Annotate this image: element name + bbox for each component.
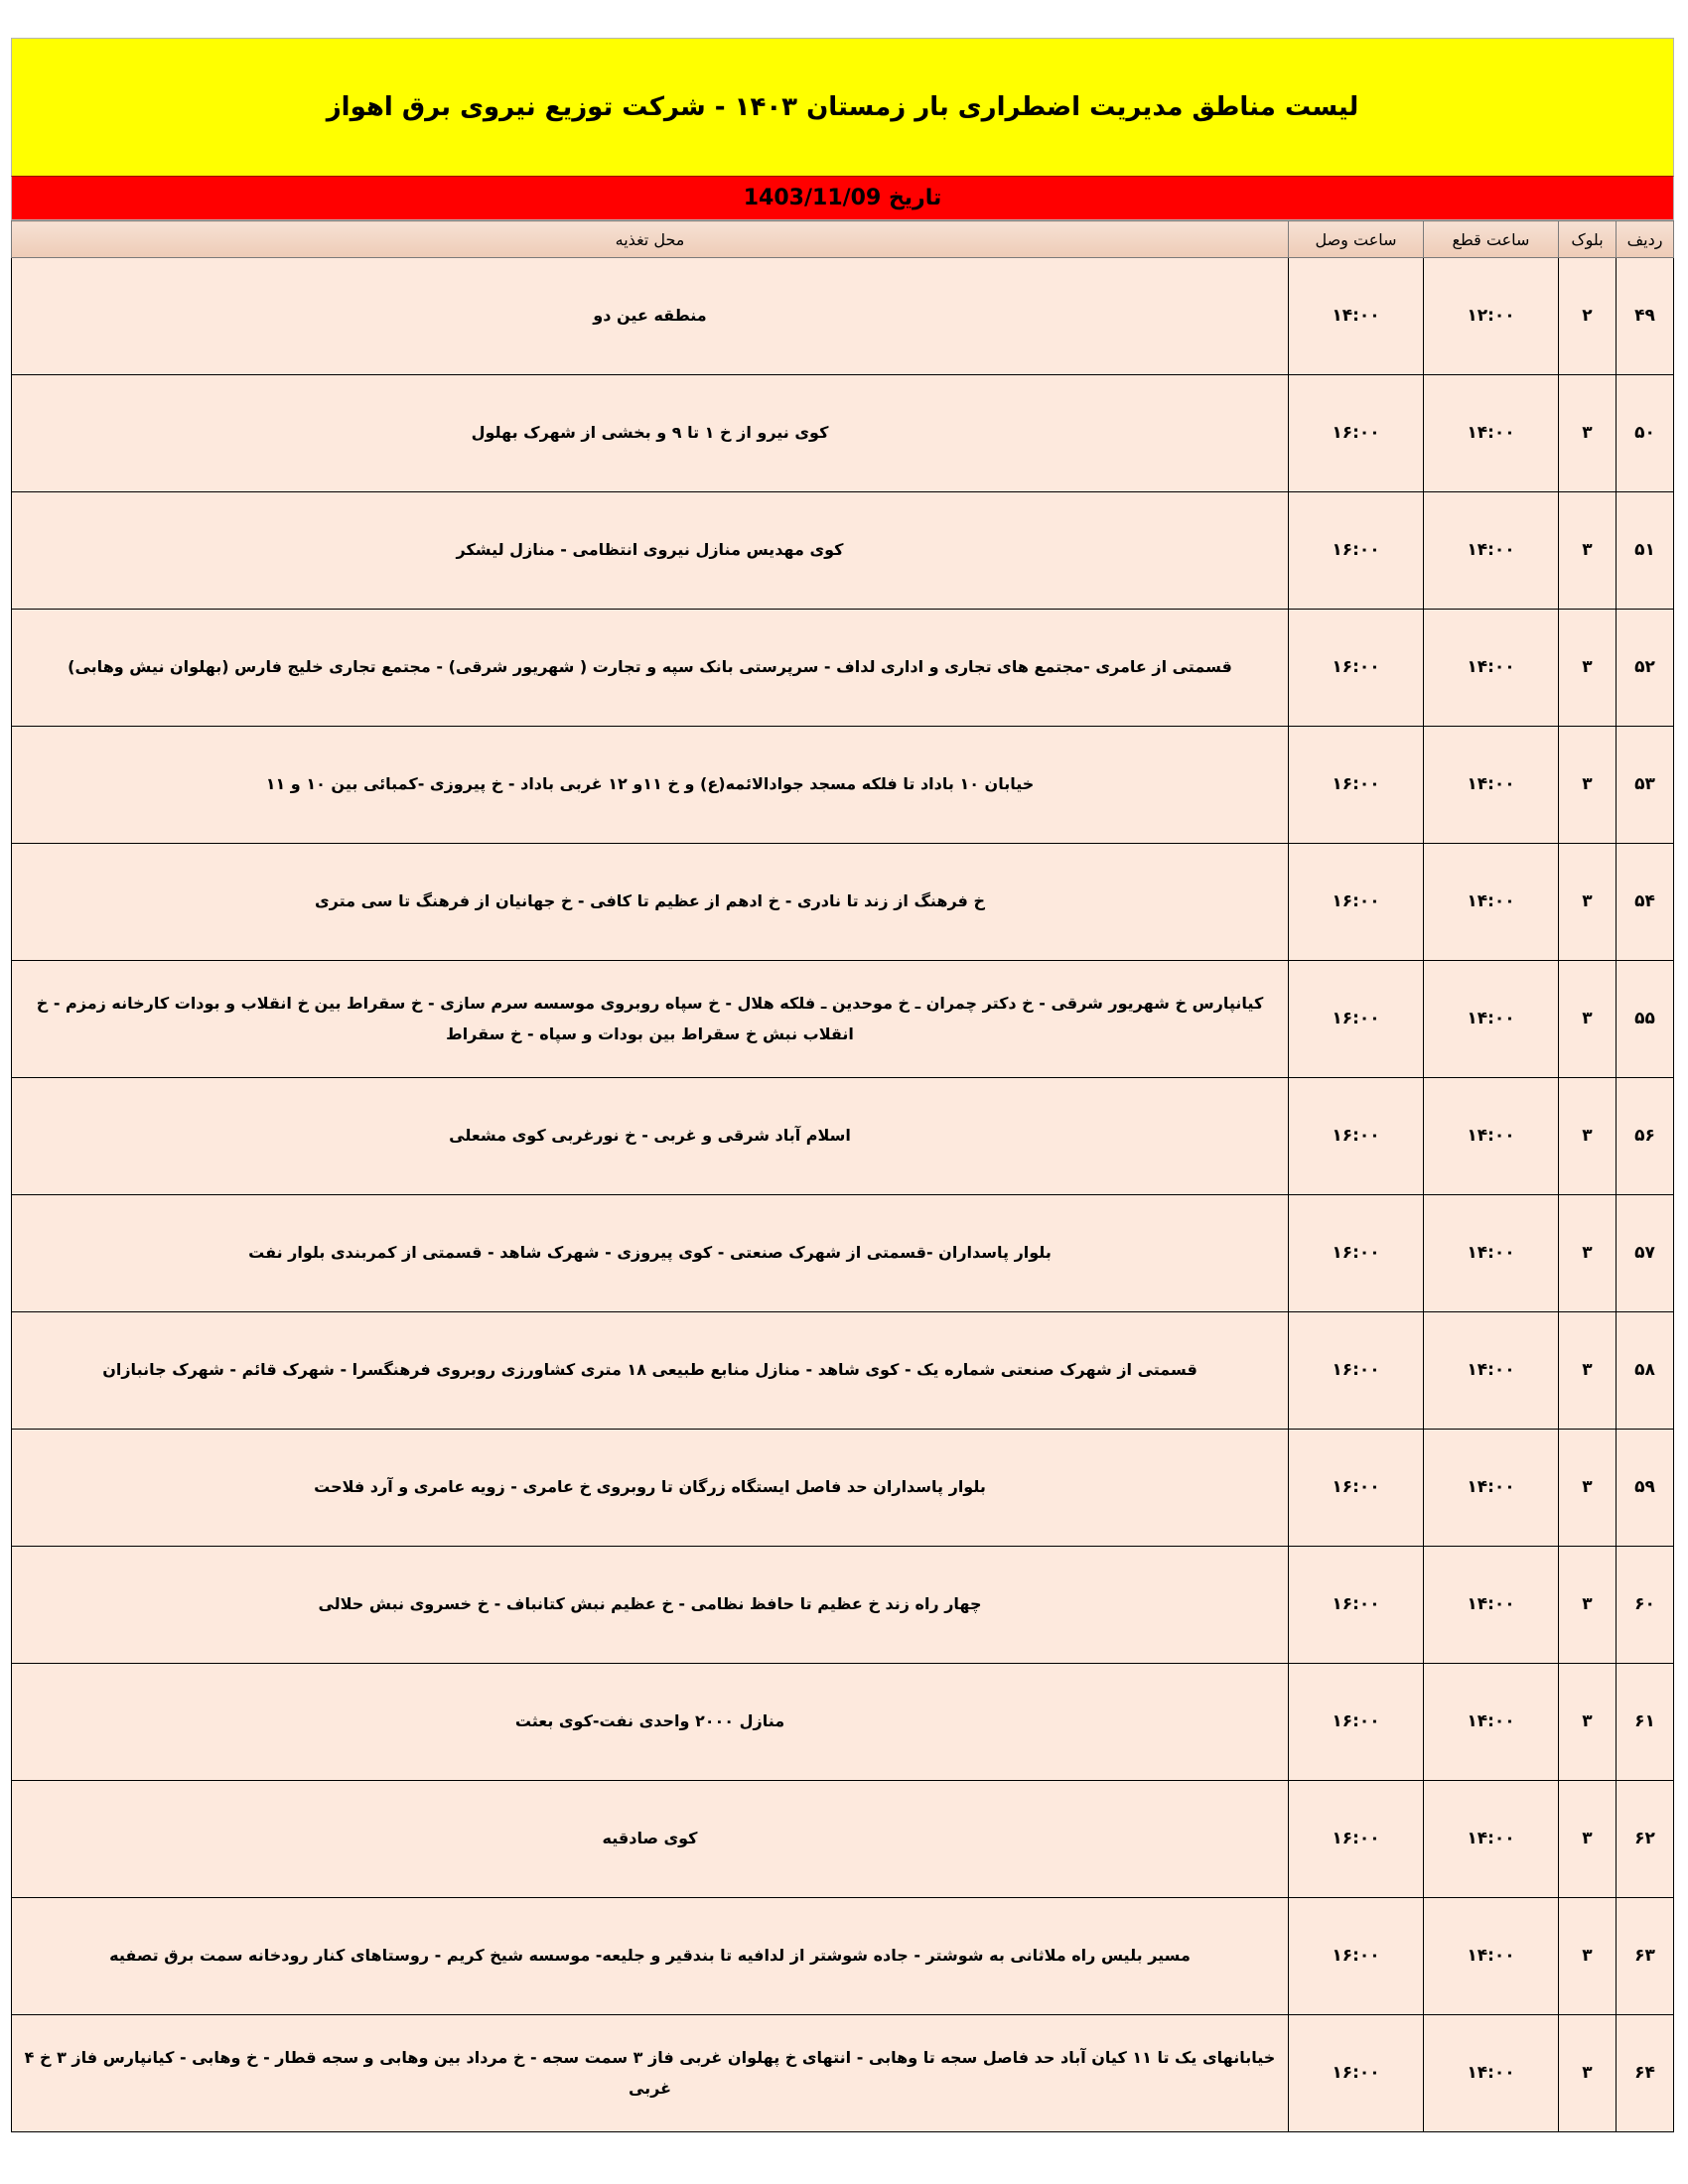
outage-table <box>11 220 1674 2132</box>
cell-block: ۳ <box>1559 1430 1617 1547</box>
table-row <box>12 1898 1674 2015</box>
header-location: محل تغذیه <box>12 221 1289 258</box>
cell-block: ۳ <box>1559 1898 1617 2015</box>
cell-cut-time: ۱۲:۰۰ <box>1424 258 1559 375</box>
table-row <box>12 610 1674 727</box>
table-row <box>12 1664 1674 1781</box>
cell-radif: ۴۹ <box>1617 258 1674 375</box>
cell-radif: ۵۹ <box>1617 1430 1674 1547</box>
cell-block: ۳ <box>1559 1781 1617 1898</box>
cell-location: خیابانهای یک تا ۱۱ کیان آباد حد فاصل سجه تا وهابی - انتهای خ پهلوان غربی فاز ۳ سمت سجه - خ مرداد بین وهابی و سجه قطار - خ وهابی - کیانپارس فاز ۳ خ ۴ غربی <box>12 2015 1289 2132</box>
cell-connect-time: ۱۶:۰۰ <box>1289 1898 1424 2015</box>
table-row <box>12 258 1674 375</box>
cell-block: ۳ <box>1559 727 1617 844</box>
cell-location: کیانپارس خ شهریور شرقی - خ دکتر چمران ـ خ موحدین ـ فلکه هلال - خ سپاه روبروی موسسه سرم سازی - خ سقراط بین خ انقلاب و بودات کارخانه زمزم - خ انقلاب نبش خ سقراط بین بودات و سپاه - خ سقراط <box>12 961 1289 1078</box>
title-banner <box>11 38 1674 176</box>
table-row <box>12 1547 1674 1664</box>
cell-radif: ۵۳ <box>1617 727 1674 844</box>
table-row <box>12 1312 1674 1430</box>
table-row <box>12 492 1674 610</box>
cell-cut-time: ۱۴:۰۰ <box>1424 610 1559 727</box>
cell-cut-time: ۱۴:۰۰ <box>1424 727 1559 844</box>
table-row <box>12 1078 1674 1195</box>
cell-block: ۳ <box>1559 375 1617 492</box>
cell-cut-time: ۱۴:۰۰ <box>1424 492 1559 610</box>
cell-block: ۲ <box>1559 258 1617 375</box>
cell-radif: ۵۷ <box>1617 1195 1674 1312</box>
cell-cut-time: ۱۴:۰۰ <box>1424 961 1559 1078</box>
header-block: بلوک <box>1559 221 1617 258</box>
cell-connect-time: ۱۶:۰۰ <box>1289 1195 1424 1312</box>
cell-radif: ۶۰ <box>1617 1547 1674 1664</box>
cell-location: خ فرهنگ از زند تا نادری - خ ادهم از عظیم تا کافی - خ جهانیان از فرهنگ تا سی متری <box>12 844 1289 961</box>
cell-connect-time: ۱۶:۰۰ <box>1289 492 1424 610</box>
cell-connect-time: ۱۶:۰۰ <box>1289 1664 1424 1781</box>
table-row <box>12 961 1674 1078</box>
cell-radif: ۶۱ <box>1617 1664 1674 1781</box>
cell-radif: ۵۱ <box>1617 492 1674 610</box>
cell-location: خیابان ۱۰ باداد تا فلکه مسجد جوادالائمه(ع) و خ ۱۱و ۱۲ غربی باداد - خ پیروزی -کمبائی بین ۱۰ و ۱۱ <box>12 727 1289 844</box>
cell-connect-time: ۱۶:۰۰ <box>1289 610 1424 727</box>
cell-block: ۳ <box>1559 610 1617 727</box>
cell-location: چهار راه زند خ عظیم تا حافظ نظامی - خ عظیم نبش کتانباف - خ خسروی نبش حلالی <box>12 1547 1289 1664</box>
table-body <box>12 258 1674 2132</box>
table-header-row <box>12 221 1674 258</box>
header-radif: ردیف <box>1617 221 1674 258</box>
cell-connect-time: ۱۶:۰۰ <box>1289 1781 1424 1898</box>
cell-block: ۳ <box>1559 1547 1617 1664</box>
cell-connect-time: ۱۶:۰۰ <box>1289 375 1424 492</box>
cell-radif: ۵۲ <box>1617 610 1674 727</box>
cell-location: بلوار پاسداران -قسمتی از شهرک صنعتی - کوی پیروزی - شهرک شاهد - قسمتی از کمربندی بلوار نفت <box>12 1195 1289 1312</box>
cell-location: بلوار پاسداران حد فاصل ایستگاه زرگان تا روبروی خ عامری - زویه عامری و آرد فلاحت <box>12 1430 1289 1547</box>
cell-radif: ۵۵ <box>1617 961 1674 1078</box>
page-title: لیست مناطق مدیریت اضطراری بار زمستان ۱۴۰۳ - شرکت توزیع نیروی برق اهواز <box>326 92 1359 122</box>
cell-cut-time: ۱۴:۰۰ <box>1424 1781 1559 1898</box>
cell-block: ۳ <box>1559 1312 1617 1430</box>
cell-radif: ۶۲ <box>1617 1781 1674 1898</box>
cell-location: اسلام آباد شرقی و غربی - خ نورغربی کوی مشعلی <box>12 1078 1289 1195</box>
date-label: تاریخ 1403/11/09 <box>743 186 942 210</box>
cell-cut-time: ۱۴:۰۰ <box>1424 1898 1559 2015</box>
schedule-sheet <box>11 38 1674 2132</box>
cell-connect-time: ۱۶:۰۰ <box>1289 2015 1424 2132</box>
header-cut-time: ساعت قطع <box>1424 221 1559 258</box>
table-row <box>12 844 1674 961</box>
cell-location: قسمتی از عامری -مجتمع های تجاری و اداری لداف - سرپرستی بانک سپه و تجارت ( شهریور شرقی) - مجتمع تجاری خلیج فارس (بهلوان نیش وهابی) <box>12 610 1289 727</box>
cell-radif: ۵۶ <box>1617 1078 1674 1195</box>
table-row <box>12 1430 1674 1547</box>
table-row <box>12 1781 1674 1898</box>
table-row <box>12 1195 1674 1312</box>
cell-location: منازل ۲۰۰۰ واحدی نفت-کوی بعثت <box>12 1664 1289 1781</box>
cell-location: منطقه عین دو <box>12 258 1289 375</box>
cell-radif: ۵۰ <box>1617 375 1674 492</box>
cell-block: ۳ <box>1559 492 1617 610</box>
cell-block: ۳ <box>1559 844 1617 961</box>
cell-location: مسیر بلیس راه ملاثانی به شوشتر - جاده شوشتر از لدافیه تا بندقیر و جلیعه- موسسه شیخ کریم - روستاهای کنار رودخانه سمت برق تصفیه <box>12 1898 1289 2015</box>
cell-location: قسمتی از شهرک صنعتی شماره یک - کوی شاهد - منازل منابع طبیعی ۱۸ متری کشاورزی روبروی فرهنگسرا - شهرک قائم - شهرک جانبازان <box>12 1312 1289 1430</box>
cell-cut-time: ۱۴:۰۰ <box>1424 375 1559 492</box>
cell-connect-time: ۱۶:۰۰ <box>1289 727 1424 844</box>
cell-location: کوی مهدیس منازل نیروی انتظامی - منازل لیشکر <box>12 492 1289 610</box>
cell-block: ۳ <box>1559 1195 1617 1312</box>
cell-cut-time: ۱۴:۰۰ <box>1424 844 1559 961</box>
cell-connect-time: ۱۶:۰۰ <box>1289 1078 1424 1195</box>
cell-location: کوی نیرو از خ ۱ تا ۹ و بخشی از شهرک بهلول <box>12 375 1289 492</box>
cell-connect-time: ۱۶:۰۰ <box>1289 1430 1424 1547</box>
cell-radif: ۵۴ <box>1617 844 1674 961</box>
cell-block: ۳ <box>1559 2015 1617 2132</box>
cell-cut-time: ۱۴:۰۰ <box>1424 1312 1559 1430</box>
cell-connect-time: ۱۶:۰۰ <box>1289 1312 1424 1430</box>
cell-radif: ۶۳ <box>1617 1898 1674 2015</box>
cell-cut-time: ۱۴:۰۰ <box>1424 2015 1559 2132</box>
table-row <box>12 375 1674 492</box>
cell-cut-time: ۱۴:۰۰ <box>1424 1430 1559 1547</box>
cell-location: کوی صادقیه <box>12 1781 1289 1898</box>
cell-cut-time: ۱۴:۰۰ <box>1424 1078 1559 1195</box>
cell-cut-time: ۱۴:۰۰ <box>1424 1547 1559 1664</box>
header-connect-time: ساعت وصل <box>1289 221 1424 258</box>
cell-block: ۳ <box>1559 1664 1617 1781</box>
cell-connect-time: ۱۶:۰۰ <box>1289 844 1424 961</box>
cell-connect-time: ۱۴:۰۰ <box>1289 258 1424 375</box>
cell-radif: ۵۸ <box>1617 1312 1674 1430</box>
cell-connect-time: ۱۶:۰۰ <box>1289 1547 1424 1664</box>
cell-cut-time: ۱۴:۰۰ <box>1424 1664 1559 1781</box>
cell-connect-time: ۱۶:۰۰ <box>1289 961 1424 1078</box>
cell-block: ۳ <box>1559 961 1617 1078</box>
cell-radif: ۶۴ <box>1617 2015 1674 2132</box>
table-row <box>12 2015 1674 2132</box>
cell-block: ۳ <box>1559 1078 1617 1195</box>
table-row <box>12 727 1674 844</box>
date-banner <box>11 176 1674 220</box>
cell-cut-time: ۱۴:۰۰ <box>1424 1195 1559 1312</box>
